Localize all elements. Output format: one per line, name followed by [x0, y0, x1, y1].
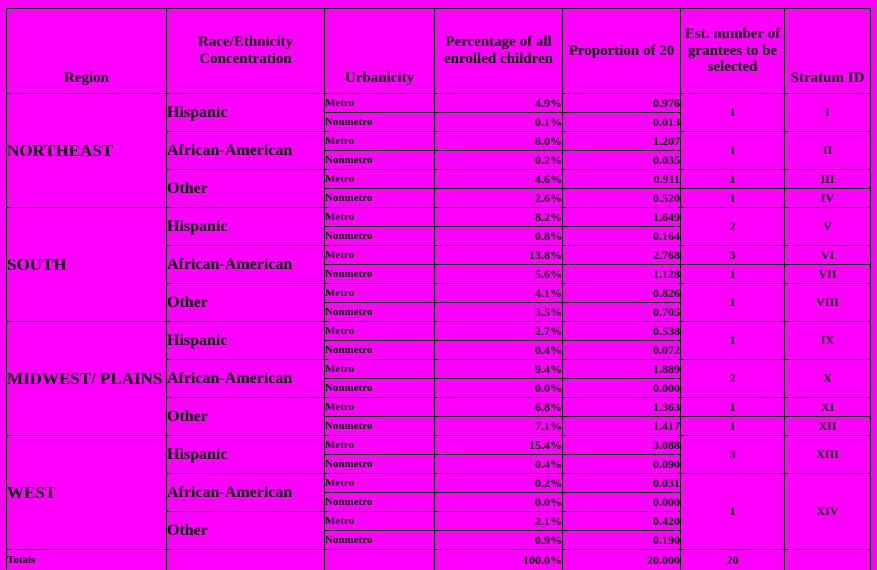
proportion-value: 2.768 [563, 246, 681, 265]
percentage-value: 5.6% [435, 265, 563, 284]
table-header [7, 9, 871, 94]
stratum-id-value: VI [785, 246, 871, 265]
percentage-value: 0.8% [435, 227, 563, 246]
race-label: Other [167, 398, 325, 436]
column-header-race-ethnicity: Race/Ethnicity Concentration [167, 9, 325, 94]
proportion-value: 0.420 [563, 512, 681, 531]
header-row [7, 9, 871, 94]
urbanicity-value: Metro [325, 398, 435, 417]
race-label: Hispanic [167, 436, 325, 474]
race-label: African-American [167, 132, 325, 170]
stratum-id-value: VIII [785, 284, 871, 322]
totals-blank-urbanicity [325, 550, 435, 570]
region-label: MIDWEST/ PLAINS [7, 322, 167, 436]
percentage-value: 9.4% [435, 360, 563, 379]
urbanicity-value: Nonmetro [325, 113, 435, 132]
proportion-value: 3.088 [563, 436, 681, 455]
totals-percentage: 100.0% [435, 550, 563, 570]
stratum-id-value: XI [785, 398, 871, 417]
urbanicity-value: Nonmetro [325, 455, 435, 474]
region-label: WEST [7, 436, 167, 550]
urbanicity-value: Nonmetro [325, 531, 435, 550]
percentage-value: 13.8% [435, 246, 563, 265]
percentage-value: 2.1% [435, 512, 563, 531]
percentage-value: 0.2% [435, 151, 563, 170]
proportion-value: 1.417 [563, 417, 681, 436]
race-label: African-American [167, 360, 325, 398]
percentage-value: 0.4% [435, 455, 563, 474]
percentage-value: 4.6% [435, 170, 563, 189]
urbanicity-value: Metro [325, 94, 435, 113]
percentage-value: 8.2% [435, 208, 563, 227]
stratum-id-value: IX [785, 322, 871, 360]
race-label: Hispanic [167, 94, 325, 132]
estimate-value: 1 [681, 94, 785, 132]
table-body [7, 94, 871, 570]
percentage-value: 2.6% [435, 189, 563, 208]
estimate-value: 2 [681, 360, 785, 398]
stratum-id-value: II [785, 132, 871, 170]
urbanicity-value: Nonmetro [325, 379, 435, 398]
percentage-value: 0.1% [435, 113, 563, 132]
proportion-value: 0.538 [563, 322, 681, 341]
urbanicity-value: Nonmetro [325, 303, 435, 322]
race-label: African-American [167, 246, 325, 284]
column-header-stratum-id: Stratum ID [785, 9, 871, 94]
race-label: Hispanic [167, 322, 325, 360]
proportion-value: 0.976 [563, 94, 681, 113]
race-label: Hispanic [167, 208, 325, 246]
stratum-id-value: X [785, 360, 871, 398]
percentage-value: 4.1% [435, 284, 563, 303]
estimate-value: 1 [681, 189, 785, 208]
proportion-value: 0.072 [563, 341, 681, 360]
stratum-id-value: XIV [785, 474, 871, 550]
percentage-value: 6.0% [435, 132, 563, 151]
column-header-proportion: Proportion of 20 [563, 9, 681, 94]
column-header-percentage: Percentage of all enrolled children [435, 9, 563, 94]
percentage-value: 15.4% [435, 436, 563, 455]
proportion-value: 0.031 [563, 474, 681, 493]
percentage-value: 0.2% [435, 474, 563, 493]
proportion-value: 0.000 [563, 379, 681, 398]
percentage-value: 0.0% [435, 493, 563, 512]
percentage-value: 7.1% [435, 417, 563, 436]
proportion-value: 0.911 [563, 170, 681, 189]
proportion-value: 0.090 [563, 455, 681, 474]
stratum-id-value: IV [785, 189, 871, 208]
stratum-id-value: V [785, 208, 871, 246]
urbanicity-value: Nonmetro [325, 151, 435, 170]
stratum-id-value: I [785, 94, 871, 132]
estimate-value: 1 [681, 170, 785, 189]
urbanicity-value: Nonmetro [325, 417, 435, 436]
proportion-value: 0.520 [563, 189, 681, 208]
stratum-id-value: VII [785, 265, 871, 284]
proportion-value: 1.128 [563, 265, 681, 284]
estimate-value: 3 [681, 436, 785, 474]
urbanicity-value: Nonmetro [325, 341, 435, 360]
urbanicity-value: Nonmetro [325, 493, 435, 512]
table-row [7, 94, 871, 113]
estimate-value: 1 [681, 132, 785, 170]
race-label: African-American [167, 474, 325, 512]
region-label: NORTHEAST [7, 94, 167, 208]
urbanicity-value: Nonmetro [325, 227, 435, 246]
stratum-id-value: XIII [785, 436, 871, 474]
urbanicity-value: Metro [325, 208, 435, 227]
column-header-estimated-grantees: Est. number of grantees to be selected [681, 9, 785, 94]
percentage-value: 4.9% [435, 94, 563, 113]
percentage-value: 6.8% [435, 398, 563, 417]
urbanicity-value: Nonmetro [325, 189, 435, 208]
totals-proportion: 20.000 [563, 550, 681, 570]
percentage-value: 2.7% [435, 322, 563, 341]
race-label: Other [167, 512, 325, 550]
proportion-value: 1.649 [563, 208, 681, 227]
urbanicity-value: Metro [325, 512, 435, 531]
estimate-value: 1 [681, 284, 785, 322]
urbanicity-value: Metro [325, 246, 435, 265]
percentage-value: 0.4% [435, 341, 563, 360]
estimate-value: 1 [681, 398, 785, 417]
proportion-value: 1.889 [563, 360, 681, 379]
urbanicity-value: Metro [325, 474, 435, 493]
estimate-value: 3 [681, 246, 785, 265]
estimate-value: 1 [681, 265, 785, 284]
totals-row [7, 550, 871, 570]
urbanicity-value: Metro [325, 132, 435, 151]
proportion-value: 1.363 [563, 398, 681, 417]
region-label: SOUTH [7, 208, 167, 322]
estimate-value: 1 [681, 322, 785, 360]
race-label: Other [167, 284, 325, 322]
totals-blank-stratum [785, 550, 871, 570]
urbanicity-value: Metro [325, 360, 435, 379]
totals-blank-race [167, 550, 325, 570]
stratification-table [6, 8, 871, 570]
proportion-value: 0.013 [563, 113, 681, 132]
urbanicity-value: Metro [325, 170, 435, 189]
table-row [7, 436, 871, 455]
table-row [7, 208, 871, 227]
column-header-urbanicity: Urbanicity [325, 9, 435, 94]
totals-label: Totals [7, 550, 167, 570]
proportion-value: 0.035 [563, 151, 681, 170]
estimate-value: 1 [681, 474, 785, 550]
urbanicity-value: Nonmetro [325, 265, 435, 284]
proportion-value: 0.000 [563, 493, 681, 512]
stratum-id-value: III [785, 170, 871, 189]
proportion-value: 0.190 [563, 531, 681, 550]
table-row [7, 322, 871, 341]
proportion-value: 0.705 [563, 303, 681, 322]
proportion-value: 0.164 [563, 227, 681, 246]
percentage-value: 3.5% [435, 303, 563, 322]
percentage-value: 0.0% [435, 379, 563, 398]
column-header-region: Region [7, 9, 167, 94]
totals-estimate: 20 [681, 550, 785, 570]
estimate-value: 1 [681, 417, 785, 436]
percentage-value: 0.9% [435, 531, 563, 550]
urbanicity-value: Metro [325, 322, 435, 341]
urbanicity-value: Metro [325, 436, 435, 455]
stratum-id-value: XII [785, 417, 871, 436]
proportion-value: 1.207 [563, 132, 681, 151]
proportion-value: 0.826 [563, 284, 681, 303]
urbanicity-value: Metro [325, 284, 435, 303]
race-label: Other [167, 170, 325, 208]
estimate-value: 2 [681, 208, 785, 246]
